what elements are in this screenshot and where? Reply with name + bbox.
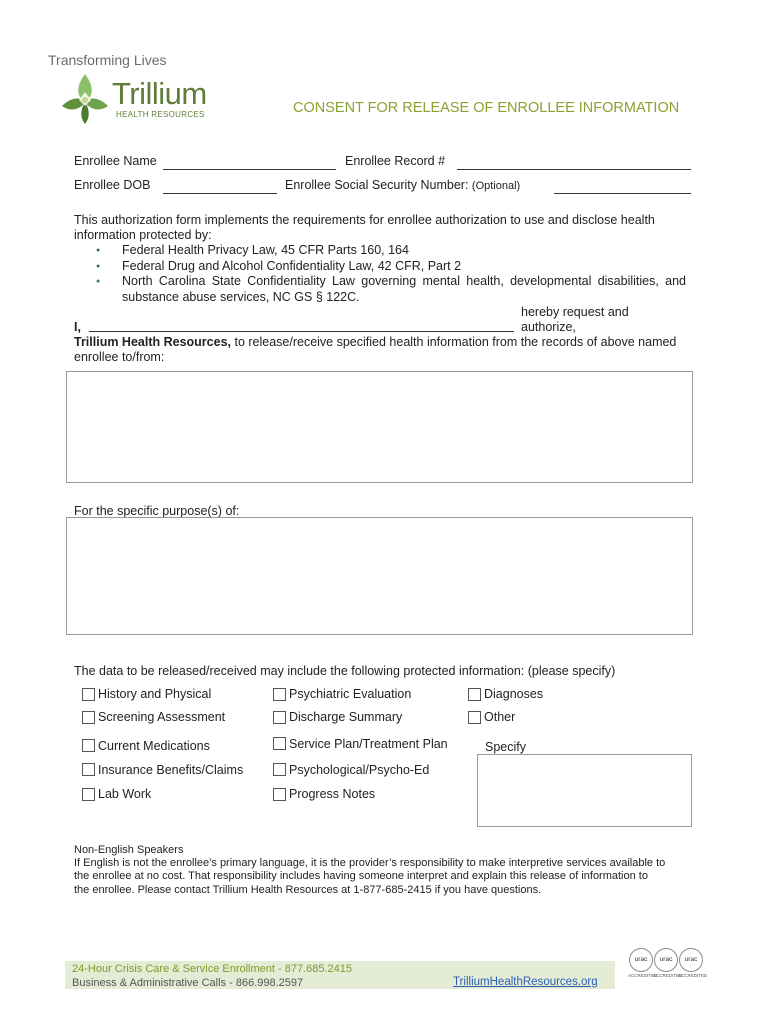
discharge-summary-checkbox[interactable] [273, 711, 286, 724]
checkbox-label: Diagnoses [484, 687, 544, 701]
enrollee-dob-field[interactable] [163, 180, 277, 194]
enrollee-name-label: Enrollee Name [74, 154, 157, 168]
purpose-textarea[interactable] [66, 517, 693, 635]
insurance-benefits-checkbox[interactable] [82, 763, 95, 776]
release-text: to release/receive specified health information from the records of above named [231, 335, 677, 349]
current-medications-checkbox[interactable] [82, 739, 95, 752]
ssn-optional: (Optional) [471, 180, 521, 192]
urac-seal-icon [654, 948, 678, 972]
checkbox-label: Service Plan/Treatment Plan [289, 737, 448, 751]
law-item: ● Federal Health Privacy Law, 45 CFR Parts 160, 164 [96, 243, 686, 259]
screening-assessment-checkbox[interactable] [82, 711, 95, 724]
data-intro: The data to be released/received may include the following protected information: (please specify) [74, 664, 616, 678]
service-plan-checkbox[interactable] [273, 737, 286, 750]
non-english-line-3: the enrollee. Please contact Trillium Health Resources at 1-877-685-2415 if you have questions. [74, 884, 542, 896]
release-text-2: enrollee to/from: [74, 350, 165, 364]
progress-notes-checkbox[interactable] [273, 788, 286, 801]
checkbox-label: Screening Assessment [98, 710, 226, 724]
seal-label: ACCREDITED [653, 973, 683, 978]
logo-subtitle: HEALTH RESOURCES [116, 110, 205, 119]
recipient-textarea[interactable] [66, 371, 693, 483]
release-statement [74, 335, 694, 350]
urac-seal-icon [679, 948, 703, 972]
page-title: CONSENT FOR RELEASE OF ENROLLEE INFORMATION [293, 100, 680, 116]
non-english-heading: Non-English Speakers [74, 844, 184, 856]
law-list [96, 243, 686, 305]
checkbox-label: Current Medications [98, 739, 210, 753]
tagline: Transforming Lives [48, 52, 167, 68]
purpose-label: For the specific purpose(s) of: [74, 504, 240, 518]
diagnoses-checkbox[interactable] [468, 688, 481, 701]
seal-text: urac [634, 956, 648, 963]
non-english-line-2: the enrollee at no cost. That responsibility includes having someone interpret and explain this release of information to [74, 870, 648, 882]
enrollee-record-field[interactable] [457, 156, 691, 170]
checkbox-label: Psychological/Psycho-Ed [289, 763, 430, 777]
checkbox-label: Psychiatric Evaluation [289, 687, 412, 701]
psychological-checkbox[interactable] [273, 763, 286, 776]
checkbox-label: Progress Notes [289, 787, 376, 801]
seal-label: ACCREDITED [678, 973, 708, 978]
checkbox-label: Insurance Benefits/Claims [98, 763, 244, 777]
law-item: ● Federal Drug and Alcohol Confidentiality Law, 42 CFR, Part 2 [96, 259, 686, 275]
trillium-flower-icon [60, 72, 110, 126]
urac-seal-icon [629, 948, 653, 972]
i-label: I, [74, 320, 81, 334]
specify-textarea[interactable] [477, 754, 692, 827]
hereby-text-1: hereby request and [521, 305, 629, 319]
crisis-line: 24-Hour Crisis Care & Service Enrollment - 877.685.2415 [72, 963, 353, 975]
hereby-text-2: authorize, [521, 320, 576, 334]
non-english-line-1: If English is not the enrollee’s primary language, it is the provider’s responsibility to make interpretive services available to [74, 857, 666, 869]
law-item: ● North Carolina State Confidentiality Law governing mental health, developmental disabilities, and substance abuse services, NC GS § 122C. [96, 274, 686, 305]
intro-line-1: This authorization form implements the requirements for enrollee authorization to use and disclose health [74, 213, 655, 227]
checkbox-label: Discharge Summary [289, 710, 403, 724]
checkbox-label: Lab Work [98, 787, 152, 801]
ssn-field[interactable] [554, 180, 691, 194]
checkbox-label: History and Physical [98, 687, 212, 701]
ssn-label [285, 178, 520, 194]
history-physical-checkbox[interactable] [82, 688, 95, 701]
trillium-name: Trillium Health Resources, [74, 335, 231, 349]
business-line: Business & Administrative Calls - 866.998.2597 [72, 977, 304, 989]
intro-line-2: information protected by: [74, 228, 212, 242]
other-checkbox[interactable] [468, 711, 481, 724]
seal-text: urac [684, 956, 698, 963]
website-link[interactable]: TrilliumHealthResources.org [453, 976, 598, 988]
seal-text: urac [659, 956, 673, 963]
enrollee-record-label: Enrollee Record # [345, 154, 446, 168]
ssn-label-text: Enrollee Social Security Number: [285, 178, 469, 192]
lab-work-checkbox[interactable] [82, 788, 95, 801]
enrollee-dob-label: Enrollee DOB [74, 178, 151, 192]
specify-label: Specify [485, 740, 526, 754]
checkbox-label: Other [484, 710, 516, 724]
authorizer-name-field[interactable] [89, 318, 514, 332]
seal-label: ACCREDITED [628, 973, 658, 978]
psychiatric-evaluation-checkbox[interactable] [273, 688, 286, 701]
logo-name: Trillium [112, 76, 207, 111]
enrollee-name-field[interactable] [163, 156, 336, 170]
